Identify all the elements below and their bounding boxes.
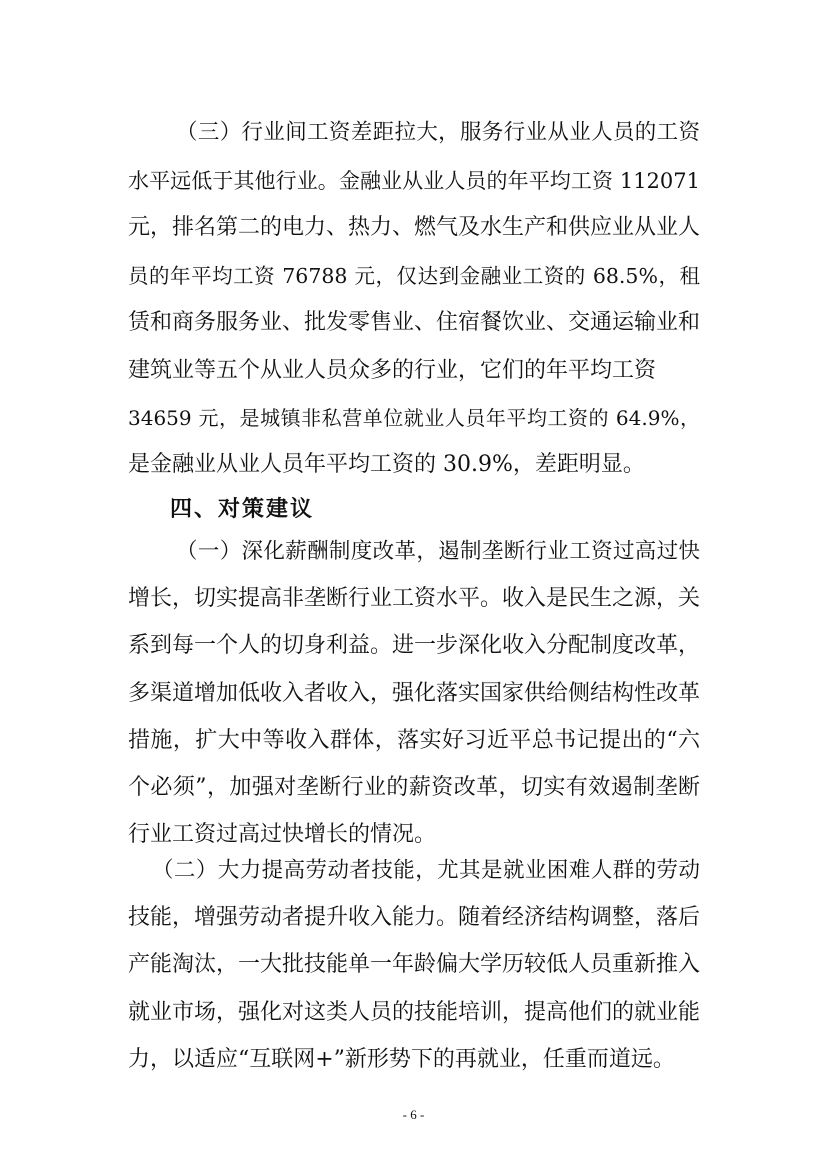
paragraph-line: 个必须”，加强对垄断行业的薪资改革，切实有效遏制垄断 [128,775,700,800]
section-heading: 四、对策建议 [170,497,315,522]
paragraph-line: 增长，切实提高非垄断行业工资水平。收入是民生之源，关 [128,586,701,611]
paragraph-line: 行业工资过高过快增长的情况。 [128,822,437,847]
paragraph-line: 力，以适应“互联网+”新形势下的再就业，任重而道远。 [128,1047,675,1072]
paragraph-line: 员的年平均工资 76788 元，仅达到金融业工资的 68.5%，租 [128,264,700,288]
page-number: - 6 - [402,1107,425,1122]
paragraph-line: 产能淘汰，一大批技能单一年龄偏大学历较低人员重新推入 [128,952,701,977]
paragraph-line: （二）大力提高劳动者技能，尤其是就业困难人群的劳动 [152,858,700,883]
paragraph-line: 34659 元，是城镇非私营单位就业人员年平均工资的 64.9%， [128,406,700,430]
paragraph-line: 是金融业从业人员年平均工资的 30.9%，差距明显。 [128,452,645,477]
paragraph-line: 系到每一个人的切身利益。进一步深化收入分配制度改革， [128,633,701,658]
paragraph-line: 建筑业等五个从业人员众多的行业，它们的年平均工资 [128,358,657,383]
paragraph-line: 元，排名第二的电力、热力、燃气及水生产和供应业从业人 [128,215,701,240]
paragraph-line: 就业市场，强化对这类人员的技能培训，提高他们的就业能 [128,1000,701,1025]
paragraph-line: 措施，扩大中等收入群体，落实好习近平总书记提出的“六 [128,728,700,753]
paragraph-line: 赁和商务服务业、批发零售业、住宿餐饮业、交通运输业和 [128,310,701,335]
paragraph-line: 水平远低于其他行业。金融业从业人员的年平均工资 112071 [128,169,700,193]
paragraph-line: 技能，增强劳动者提升收入能力。随着经济结构调整，落后 [128,905,701,930]
paragraph-line: 多渠道增加低收入者收入，强化落实国家供给侧结构性改革 [128,681,701,706]
paragraph-line: （三）行业间工资差距拉大，服务行业从业人员的工资 [176,120,700,145]
paragraph-line: （一）深化薪酬制度改革，遏制垄断行业工资过高过快 [176,539,700,564]
